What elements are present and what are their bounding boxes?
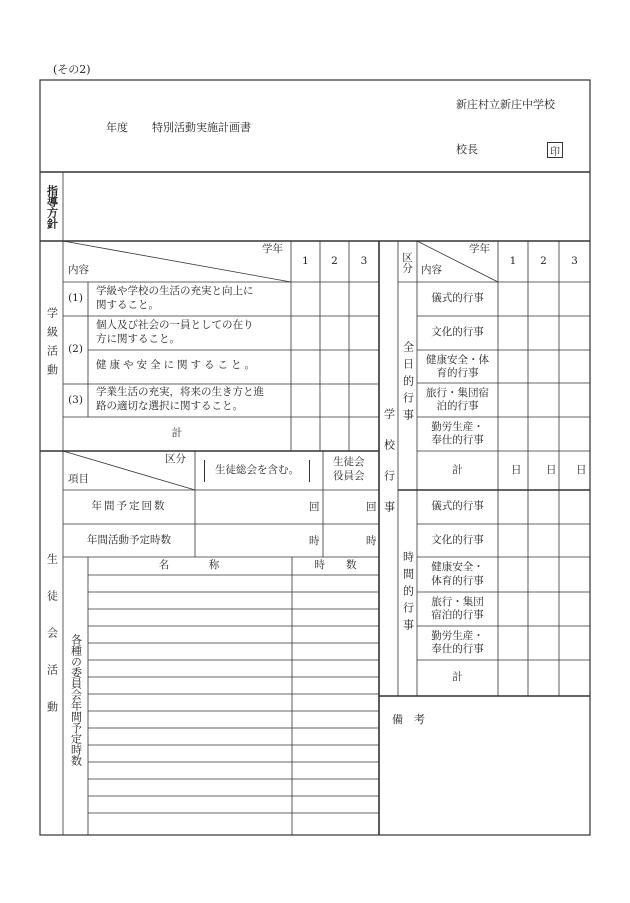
zen-item-4: 旅行・集団宿: [426, 386, 489, 399]
zen-total-unit-1: 日: [511, 464, 522, 476]
principal-label: 校長: [456, 143, 478, 156]
seito-koumoku: 項目: [68, 473, 89, 485]
form-title: 特別活動実施計画書: [152, 121, 251, 134]
jikan-item-5-l2: 奉仕的行事: [431, 642, 484, 655]
seito-heading: 生徒会活動: [45, 552, 59, 738]
shidou-heading: 指導方針: [45, 185, 59, 229]
seito-row-count-unit-1: 回: [309, 501, 320, 513]
year-label: 年度: [106, 121, 128, 134]
gakkyu-grade-1: 1: [302, 254, 309, 267]
jikan-heading: 時間的行事: [401, 550, 415, 636]
gakkyu-grade-2: 2: [331, 254, 338, 267]
gakkyu-item-3-text2: 路の適切な選択に関すること。: [96, 400, 243, 412]
gakkyu-grade-3: 3: [360, 254, 368, 267]
zen-item-5: 勤労生産・: [431, 420, 484, 433]
seito-row-hours-unit-2: 時: [366, 535, 377, 547]
gakkyu-grade-label: 学年: [262, 243, 283, 255]
seito-col-yakuin-1: 生徒会: [333, 456, 365, 468]
jikan-item-1: 儀式的行事: [431, 500, 484, 513]
zen-item-5-l2: 奉仕的行事: [431, 433, 484, 446]
gakko-grade-label: 学年: [469, 243, 490, 255]
seito-col-yakuin-2: 役員会: [333, 470, 365, 482]
school-name: 新庄村立新庄中学校: [456, 98, 555, 111]
gakkyu-item-1-num: (1): [68, 292, 83, 305]
gakko-grade-2: 2: [540, 254, 547, 267]
seal-box: 印: [547, 142, 563, 158]
gakkyu-item-2-text2: 方に関すること。: [96, 333, 180, 345]
zen-item-3-l2: 育的行事: [436, 366, 479, 379]
gakko-heading: 学校行事: [382, 408, 396, 532]
zen-item-3: 健康安全・体: [426, 353, 489, 366]
zen-item-4-l2: 泊的行事: [436, 399, 479, 412]
zenjitsu-heading: 全日的行事: [401, 340, 415, 426]
zen-item-1: 儀式的行事: [431, 292, 484, 305]
jikan-item-4: 旅行・集団: [431, 595, 484, 608]
jikan-item-3-l2: 体育的行事: [431, 574, 484, 587]
jikan-item-2: 文化的行事: [431, 533, 484, 546]
gakkyu-item-1-text: 学級や学校の生活の充実と向上に: [96, 285, 254, 297]
gakko-kubun: 区分: [401, 251, 413, 273]
zen-total-unit-3: 日: [576, 464, 587, 476]
gakkyu-item-2-text3: 健康や安全に関すること。: [96, 359, 258, 371]
biko-heading: 備 考: [392, 713, 425, 726]
zen-total-unit-2: 日: [546, 464, 557, 476]
seito-row-hours: 年間活動予定時数: [87, 533, 171, 546]
seito-row-count-unit-2: 回: [366, 501, 377, 513]
jikan-item-5: 勤労生産・: [431, 629, 484, 642]
seito-kubun: 区分: [165, 453, 186, 465]
gakko-grade-3: 3: [571, 254, 578, 267]
gakko-content-label: 内容: [421, 264, 442, 276]
gakkyu-item-2-text: 個人及び社会の一員としての在り: [96, 319, 254, 331]
jikan-item-4-l2: 宿泊的行事: [431, 608, 484, 621]
gakkyu-item-2-num: (2): [68, 343, 83, 356]
gakko-grade-1: 1: [509, 254, 517, 267]
seito-row-hours-unit-1: 時: [309, 535, 320, 547]
committee-name-header: 名 称: [158, 559, 222, 572]
gakkyu-item-1-text2: 関すること。: [96, 299, 159, 311]
zen-total: 計: [452, 463, 463, 476]
gakkyu-item-3-text: 学業生活の充実，将来の生き方と進: [96, 386, 264, 398]
jikan-item-3: 健康安全・: [431, 561, 484, 574]
seito-row-count: 年間予定回数: [91, 500, 167, 513]
gakkyu-heading: 学級活動: [45, 307, 59, 383]
zen-item-2: 文化的行事: [431, 326, 484, 339]
gakkyu-item-3-num: (3): [68, 393, 83, 406]
committee-hours-header: 時 数: [314, 559, 357, 572]
gakkyu-content-label: 内容: [68, 264, 89, 276]
seito-col-soukai: 生徒総会を含む。: [204, 460, 310, 482]
page-label: (その2): [53, 63, 91, 76]
committee-heading: 各種の委員会年間予定時数: [69, 634, 83, 766]
jikan-total: 計: [452, 671, 463, 684]
gakkyu-total: 計: [171, 427, 183, 440]
